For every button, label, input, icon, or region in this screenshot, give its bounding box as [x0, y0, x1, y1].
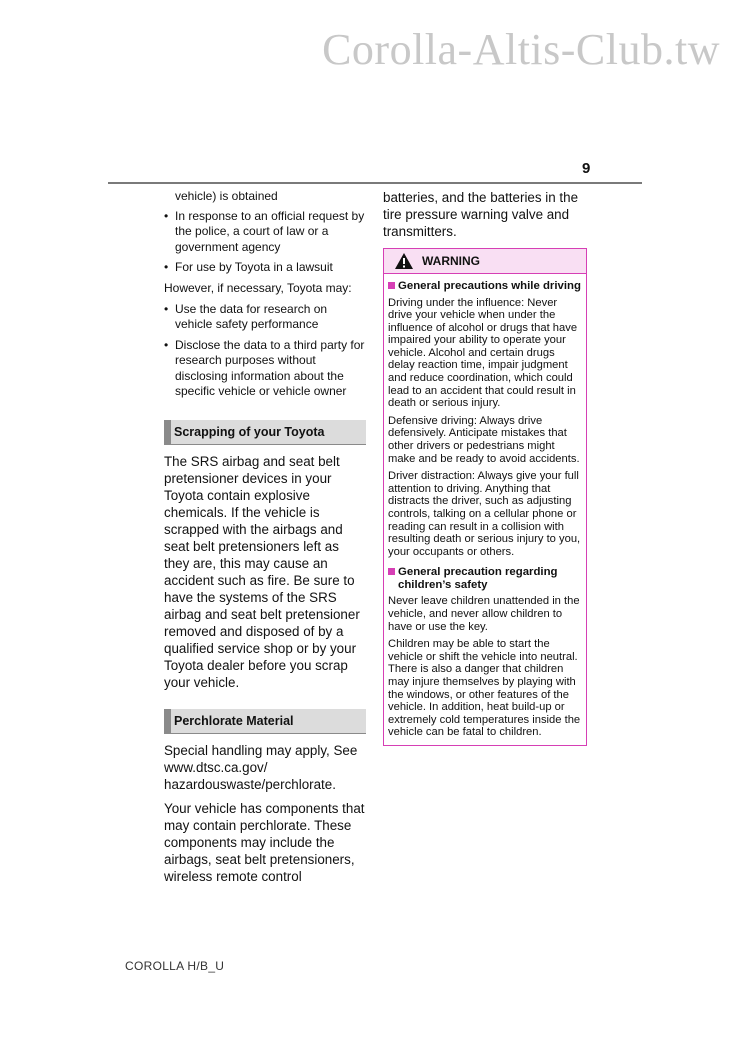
section-heading-scrapping: Scrapping of your Toyota: [164, 420, 366, 445]
left-column: [164, 189, 366, 885]
warning-paragraph: Defensive driving: Always drive defensively. Anticipate mistakes that other drivers or pedestrians might make and be ready to avoid accidents.: [388, 414, 580, 465]
section-heading-perchlorate: Perchlorate Material: [164, 709, 366, 734]
list-item: • Disclose the data to a third party for research purposes without disclosing information about the specific vehicle or vehicle owner: [164, 337, 365, 399]
bullet-list-1: [164, 209, 366, 276]
warning-subheading-driving: General precautions while driving: [388, 280, 582, 293]
warning-triangle-icon: [394, 252, 414, 270]
perchlorate-paragraph-1: Special handling may apply, See www.dtsc.ca.gov/ hazardouswaste/perchlorate.: [164, 743, 358, 793]
warning-paragraph: Driver distraction: Always give your full attention to driving. Anything that distracts the driver, such as adjusting controls, talking on a cellular phone or reading can result in a collision with resulting death or serious injury to you, your occupants or others.: [388, 470, 581, 558]
list-item: • Use the data for research on vehicle safety performance: [164, 302, 328, 332]
footer-label: COROLLA H/B_U: [125, 959, 225, 973]
continued-paragraph: batteries, and the batteries in the tire pressure warning valve and transmitters.: [383, 190, 579, 239]
warning-paragraph: Children may be able to start the vehicle or shift the vehicle into neutral. There is also a danger that children may injure themselves by playing with the windows, or other features of the vehicle. In addition, heat build-up or extremely cold temperatures inside the vehicle can be fatal to children.: [388, 638, 581, 739]
magenta-square-icon: [388, 282, 395, 289]
warning-paragraph: Never leave children unattended in the vehicle, and never allow children to have or use the key.: [388, 595, 580, 633]
however-text: However, if necessary, Toyota may:: [164, 280, 352, 295]
continued-line: vehicle) is obtained: [175, 189, 278, 203]
header-rule: [108, 182, 642, 184]
warning-paragraph: Driving under the influence: Never drive your vehicle when under the influence of alcohol or drugs that have impaired your ability to operate your vehicle. Alcohol and certain drugs delay reaction time, impair judgment and reduce coordination, which could lead to an accident that could result in death or serious injury.: [388, 296, 578, 410]
warning-box: [383, 248, 587, 746]
magenta-square-icon: [388, 568, 395, 575]
warning-subheading-children: General precaution regarding children’s safety: [388, 566, 582, 591]
list-item: • For use by Toyota in a lawsuit: [164, 260, 333, 275]
watermark: Corolla-Altis-Club.tw: [322, 25, 720, 74]
list-item: • In response to an official request by the police, a court of law or a government agency: [164, 209, 365, 254]
perchlorate-paragraph-2: Your vehicle has components that may contain perchlorate. These components may include the airbags, seat belt pretensioners, wireless remote control: [164, 801, 365, 885]
scrapping-paragraph: The SRS airbag and seat belt pretensioner devices in your Toyota contain explosive chemicals. If the vehicle is scrapped with the airbags and seat belt pretensioners left as they are, this may cause an accident such as fire. Be sure to have the systems of the SRS airbag and seat belt pretensioner removed and disposed of by a qualified service shop or by your Toyota dealer before you scrap your vehicle.: [164, 454, 360, 691]
bullet-list-2: [164, 302, 366, 399]
warning-label: WARNING: [422, 254, 480, 268]
right-column: [383, 189, 586, 746]
warning-header: [384, 249, 586, 274]
page-number: 9: [582, 160, 591, 177]
